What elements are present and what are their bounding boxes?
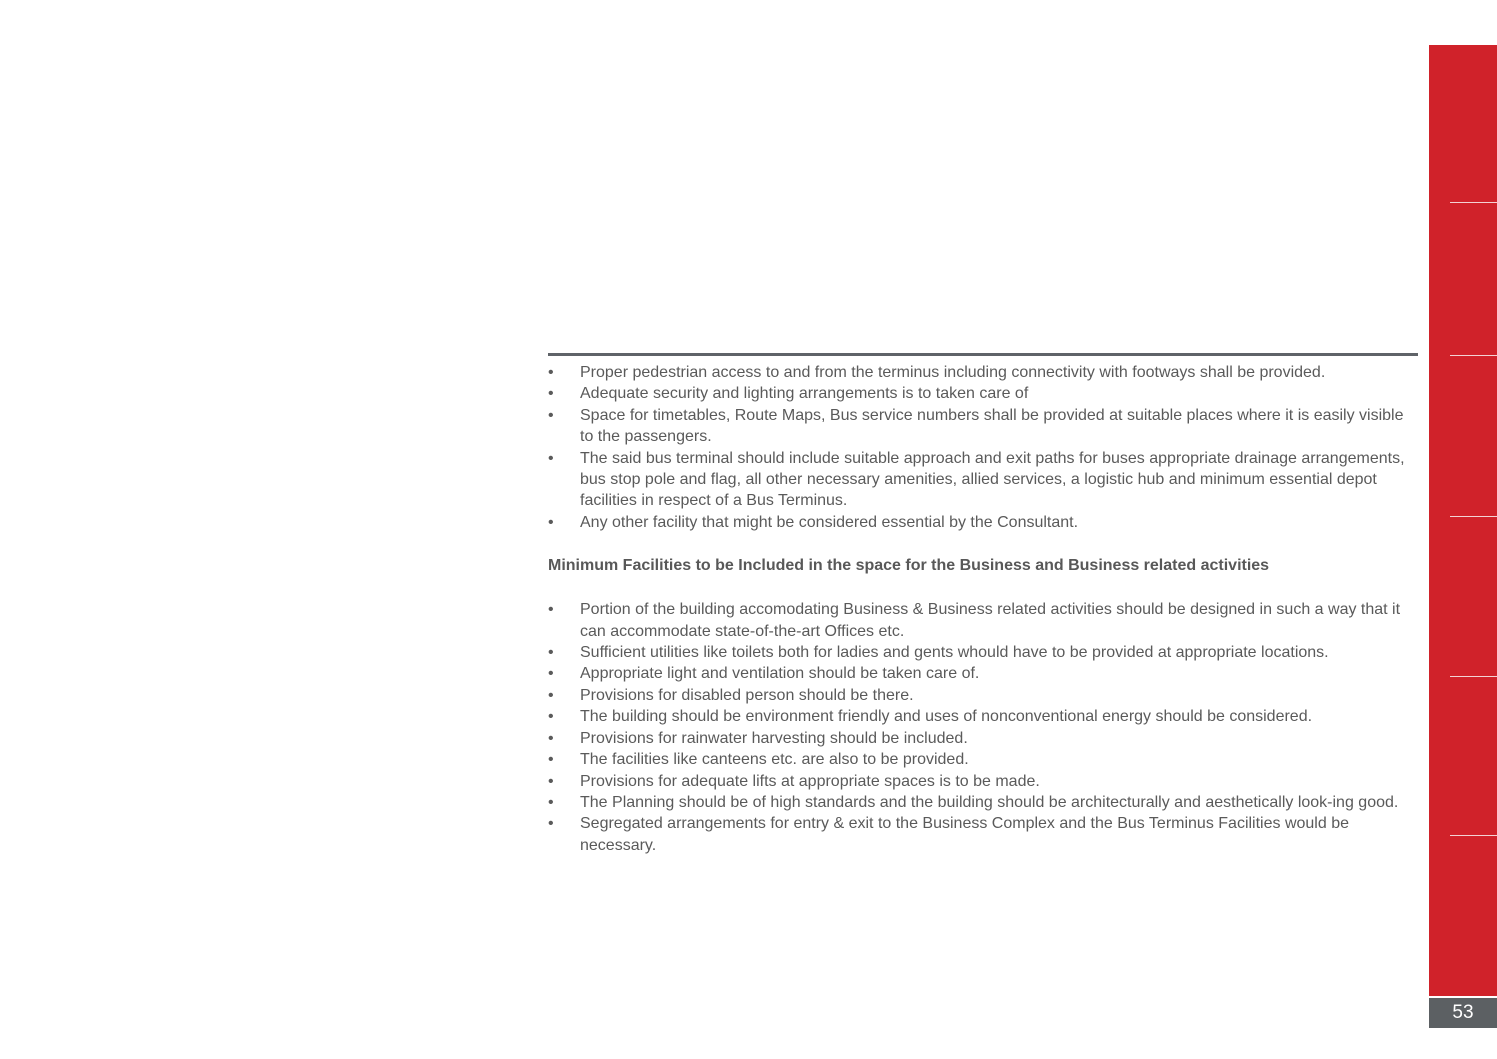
list-item xyxy=(548,448,1418,512)
list-item xyxy=(548,813,1418,856)
list-item xyxy=(548,706,1418,727)
tab-divider xyxy=(1450,355,1497,356)
list-item xyxy=(548,512,1418,533)
bullet-icon: • xyxy=(548,793,554,811)
bullet-icon: • xyxy=(548,644,554,662)
bullet-icon: • xyxy=(548,513,554,531)
list-item xyxy=(548,599,1418,642)
list-item-text: The facilities like canteens etc. are also to be provided. xyxy=(580,751,969,769)
list-item-text: Sufficient utilities like toilets both for ladies and gents whould have to be provided at appropriate locations. xyxy=(580,644,1329,662)
tab-divider xyxy=(1450,676,1497,677)
list-item xyxy=(548,362,1418,383)
bullet-icon: • xyxy=(548,751,554,769)
bullet-icon: • xyxy=(548,385,554,403)
bullet-icon: • xyxy=(548,449,554,467)
list-item xyxy=(548,749,1418,770)
list-item-text: Provisions for disabled person should be there. xyxy=(580,686,914,704)
list-item-text: Provisions for rainwater harvesting should be included. xyxy=(580,729,968,747)
section-divider xyxy=(548,353,1418,356)
list-item-text: Appropriate light and ventilation should be taken care of. xyxy=(580,665,980,683)
list-item-text: Portion of the building accomodating Business & Business related activities should be designed in such a way that it can accommodate state-of-the-art Offices etc. xyxy=(580,601,1401,640)
bullet-icon: • xyxy=(548,406,554,424)
chapter-tab-bar xyxy=(1429,45,1497,996)
list-item-text: Segregated arrangements for entry & exit to the Business Complex and the Bus Terminus Facilities would be necessary. xyxy=(580,815,1349,854)
list-item xyxy=(548,792,1418,813)
bullet-icon: • xyxy=(548,665,554,683)
bullet-icon: • xyxy=(548,708,554,726)
tab-divider xyxy=(1450,516,1497,517)
list-item-text: Space for timetables, Route Maps, Bus service numbers shall be provided at suitable places where it is easily visible to the passengers. xyxy=(580,406,1404,446)
tab-divider xyxy=(1450,835,1497,836)
business-facilities-list xyxy=(548,599,1418,856)
list-item xyxy=(548,771,1418,792)
bullet-icon: • xyxy=(548,364,554,381)
list-item-text: Proper pedestrian access to and from the terminus including connectivity with footways shall be provided. xyxy=(580,364,1326,381)
list-item xyxy=(548,642,1418,663)
bullet-icon: • xyxy=(548,729,554,747)
bullet-icon: • xyxy=(548,815,554,833)
document-content xyxy=(548,353,1418,856)
list-item xyxy=(548,685,1418,706)
bus-terminal-facilities-list xyxy=(548,362,1418,533)
list-item-text: Adequate security and lighting arrangements is to taken care of xyxy=(580,385,1029,403)
list-item-text: The Planning should be of high standards and the building should be architecturally and aesthetically look-ing good. xyxy=(580,793,1399,811)
list-item xyxy=(548,383,1418,404)
list-item-text: Any other facility that might be considered essential by the Consultant. xyxy=(580,513,1079,531)
bullet-icon: • xyxy=(548,601,554,619)
section-heading: Minimum Facilities to be Included in the space for the Business and Business related activities xyxy=(548,557,1270,575)
tab-divider xyxy=(1450,202,1497,203)
list-item-text: The said bus terminal should include suitable approach and exit paths for buses appropriate drainage arrangements, bus stop pole and flag, all other necessary amenities, allied services, a logistic hub and minimum essential depot facilities in respect of a Bus Terminus. xyxy=(580,449,1405,510)
bullet-icon: • xyxy=(548,772,554,790)
list-item xyxy=(548,663,1418,684)
list-item-text: The building should be environment friendly and uses of nonconventional energy should be considered. xyxy=(580,708,1313,726)
page-number: 53 xyxy=(1429,998,1497,1028)
list-item-text: Provisions for adequate lifts at appropriate spaces is to be made. xyxy=(580,772,1040,790)
bullet-icon: • xyxy=(548,686,554,704)
list-item xyxy=(548,728,1418,749)
list-item xyxy=(548,405,1418,448)
